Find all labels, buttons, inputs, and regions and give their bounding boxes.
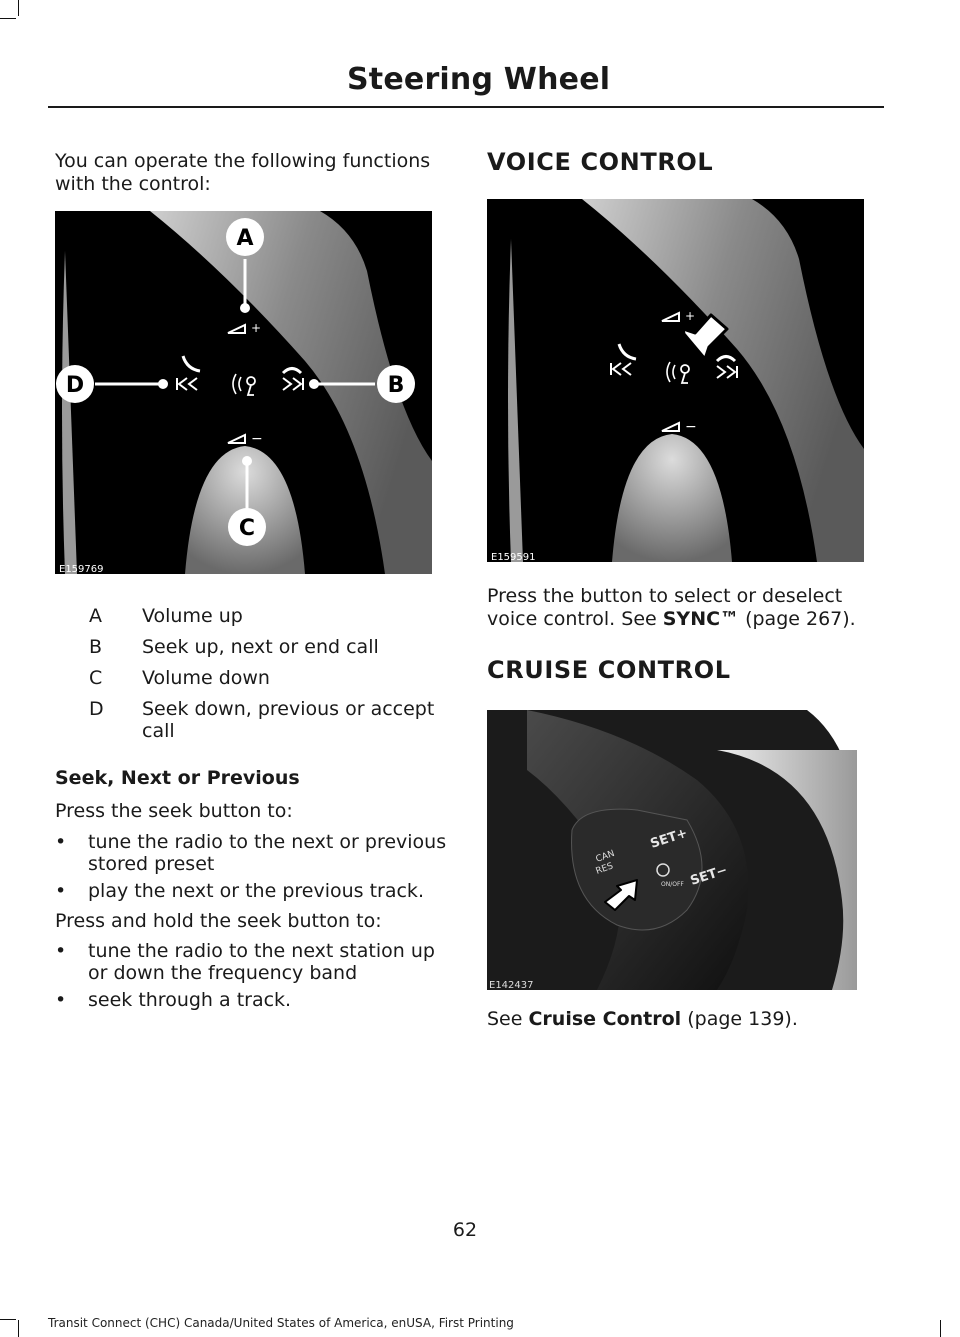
svg-text:B: B — [387, 373, 405, 398]
figure-code: E142437 — [489, 980, 534, 990]
figure-code: E159769 — [59, 564, 104, 574]
svg-text:C: C — [238, 516, 256, 541]
callout-b — [377, 365, 415, 403]
crop-mark — [18, 0, 19, 16]
header-rule — [48, 106, 884, 108]
svg-text:D: D — [65, 373, 85, 398]
list-item: • tune the radio to the next station up or down the frequency band — [55, 940, 435, 984]
legend-item: B Seek up, next or end call — [89, 636, 379, 658]
list-item: • seek through a track. — [55, 989, 292, 1011]
intro-text: You can operate the following functions with the control: — [55, 150, 431, 195]
cruise-control-reference-link[interactable]: Cruise Control — [528, 1008, 682, 1030]
voice-control-figure — [487, 199, 864, 562]
crop-mark — [0, 18, 16, 19]
svg-text:−: − — [685, 419, 697, 435]
cruise-control-text: See Cruise Control (page 139). — [487, 1008, 798, 1030]
callout-c — [228, 508, 266, 546]
steering-controls-figure — [55, 211, 432, 574]
voice-control-heading: VOICE CONTROL — [487, 148, 714, 176]
callout-a — [226, 218, 264, 256]
legend-item: C Volume down — [89, 667, 270, 689]
cruise-control-figure — [487, 710, 857, 990]
svg-text:−: − — [251, 431, 263, 447]
legend-list — [89, 605, 442, 751]
voice-control-text: Press the button to select or deselect voice control. See SYNC™ (page 267). — [487, 585, 856, 630]
list-item: • play the next or the previous track. — [55, 880, 424, 902]
svg-text:SET+: SET+ — [648, 825, 690, 852]
figure-code: E159591 — [491, 552, 536, 562]
svg-text:A: A — [236, 226, 254, 251]
crop-mark — [18, 1320, 19, 1337]
legend-item: D Seek down, previous or accept call — [89, 698, 435, 742]
list-item: • tune the radio to the next or previous stored preset — [55, 831, 447, 875]
sync-reference-link[interactable]: SYNC™ — [662, 608, 740, 630]
page-title: Steering Wheel — [347, 62, 611, 97]
legend-item: A Volume up — [89, 605, 243, 627]
callout-d — [56, 365, 94, 403]
svg-text:CAN: CAN — [594, 848, 617, 865]
press-text: Press the seek button to: — [55, 800, 293, 822]
svg-text:+: + — [251, 321, 262, 335]
hold-text: Press and hold the seek button to: — [55, 910, 382, 932]
crop-mark — [940, 1320, 941, 1337]
svg-text:RES: RES — [594, 861, 615, 877]
svg-text:SET−: SET− — [688, 862, 730, 889]
cruise-control-heading: CRUISE CONTROL — [487, 656, 731, 684]
crop-mark — [0, 1319, 16, 1320]
page-number: 62 — [452, 1219, 478, 1241]
svg-text:ON/OFF: ON/OFF — [661, 881, 684, 888]
svg-text:+: + — [685, 309, 696, 323]
seek-heading: Seek, Next or Previous — [55, 767, 300, 789]
footer-text: Transit Connect (CHC) Canada/United States of America, enUSA, First Printing — [48, 1316, 514, 1330]
